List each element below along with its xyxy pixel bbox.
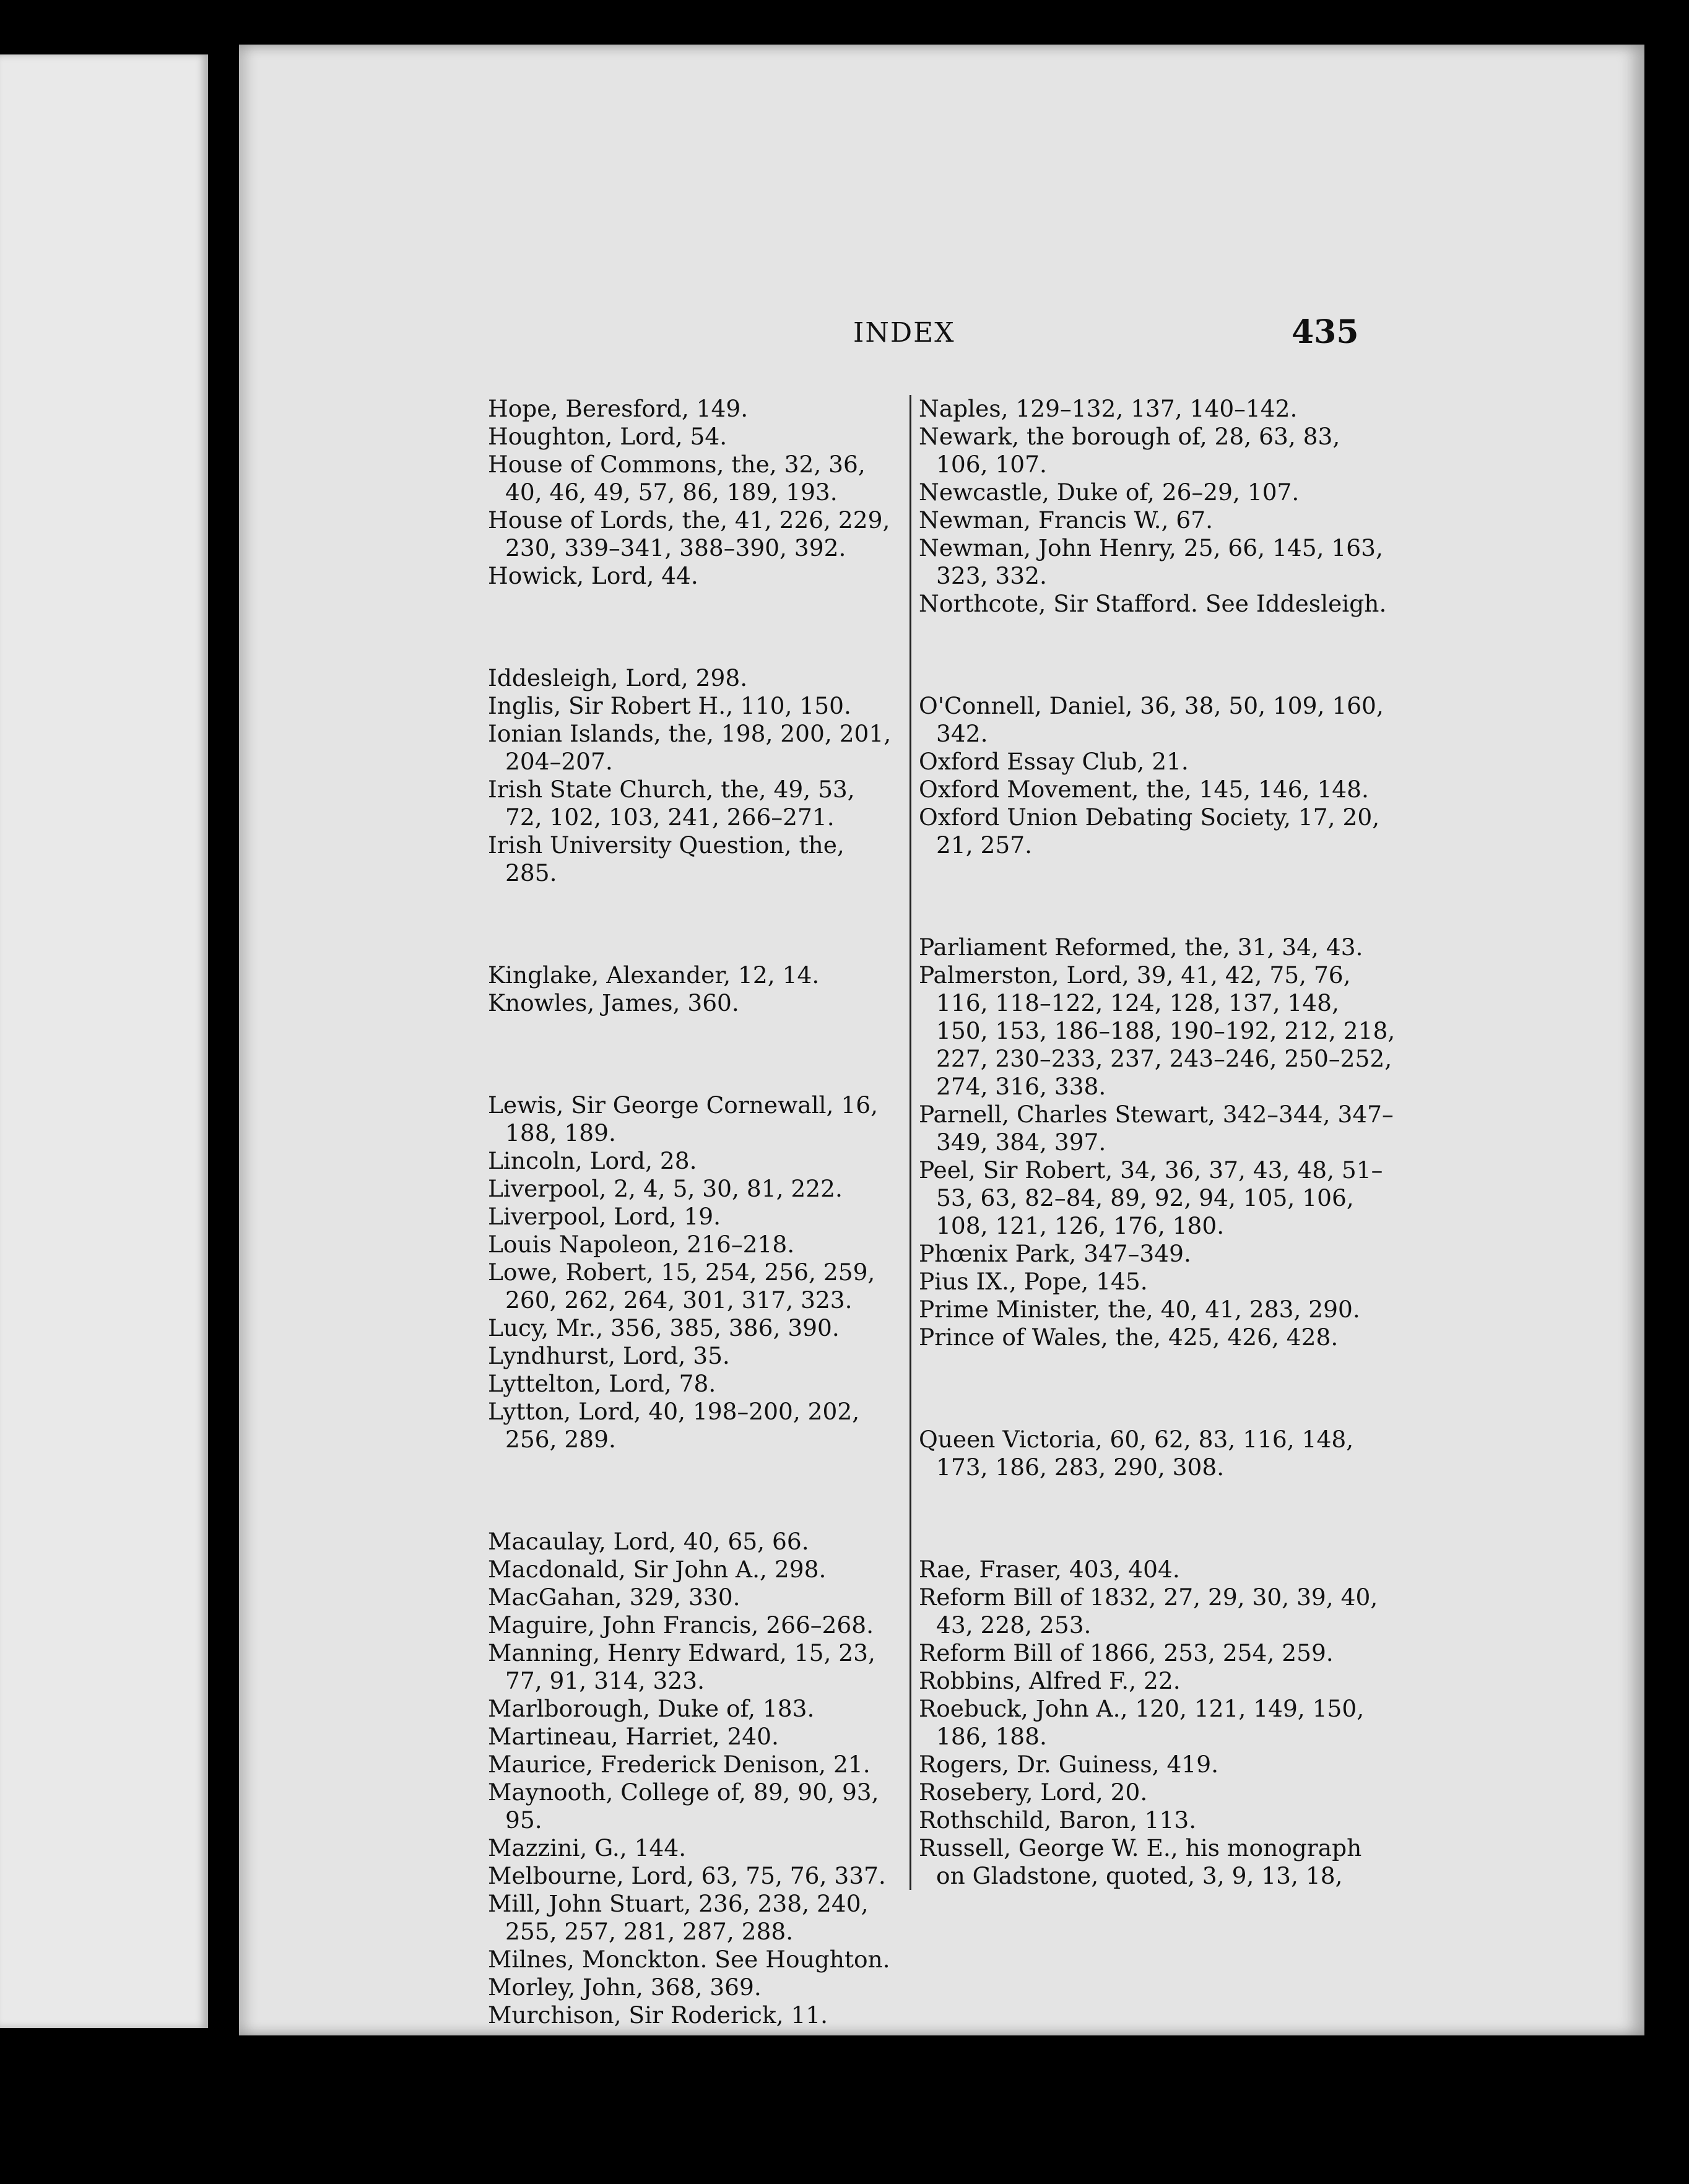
index-entry: House of Commons, the, 32, 36, 40, 46, 49, 57, 86, 189, 193. [488, 451, 866, 506]
index-entry: Melbourne, Lord, 63, 75, 76, 337. [488, 1862, 886, 1889]
index-entry: Irish University Question, the, 285. [488, 831, 844, 886]
index-entry: Rae, Fraser, 403, 404. [919, 1556, 1180, 1583]
index-entry: Marlborough, Duke of, 183. [488, 1695, 815, 1722]
index-entry: Rogers, Dr. Guiness, 419. [919, 1751, 1219, 1778]
index-entry: Newark, the borough of, 28, 63, 83, 106, 107. [919, 423, 1340, 478]
index-entry: Macaulay, Lord, 40, 65, 66. [488, 1528, 809, 1555]
index-entry: Prime Minister, the, 40, 41, 283, 290. [919, 1296, 1360, 1323]
index-entry: Palmerston, Lord, 39, 41, 42, 75, 76, 116, 118–122, 124, 128, 137, 148, 150, 153, 186–188, 190–192, 212, 218, 227, 230–233, 237, 243–246, 250–252, 274, 316, 338. [919, 961, 1396, 1100]
index-entry: Newman, John Henry, 25, 66, 145, 163, 323, 332. [919, 534, 1383, 589]
index-entry: Louis Napoleon, 216–218. [488, 1231, 795, 1258]
index-entry: Oxford Union Debating Society, 17, 20, 21, 257. [919, 804, 1380, 859]
index-entry: Maynooth, College of, 89, 90, 93, 95. [488, 1779, 879, 1834]
index-entry: Lytton, Lord, 40, 198–200, 202, 256, 289. [488, 1398, 860, 1453]
letter-group-gap [488, 1041, 895, 1068]
index-entry: Russell, George W. E., his monograph on Gladstone, quoted, 3, 9, 13, 18, [919, 1834, 1362, 1889]
index-entry: Rothschild, Baron, 113. [919, 1806, 1197, 1834]
index-entry: Naples, 129–132, 137, 140–142. [919, 395, 1298, 422]
index-entry: Northcote, Sir Stafford. See Iddesleigh. [919, 590, 1387, 617]
index-entry: Morley, John, 368, 369. [488, 1974, 762, 2001]
index-entry: Houghton, Lord, 54. [488, 423, 727, 450]
index-entry: Phœnix Park, 347–349. [919, 1240, 1191, 1267]
index-entry: Pius IX., Pope, 145. [919, 1268, 1148, 1295]
index-entry: Lyttelton, Lord, 78. [488, 1370, 716, 1397]
index-entry: Rosebery, Lord, 20. [919, 1779, 1148, 1806]
index-entry: Iddesleigh, Lord, 298. [488, 664, 748, 691]
index-entry: Oxford Essay Club, 21. [919, 748, 1189, 775]
index-entry: Kinglake, Alexander, 12, 14. [488, 961, 820, 989]
index-entry: Oxford Movement, the, 145, 146, 148. [919, 776, 1369, 803]
index-entry: Manning, Henry Edward, 15, 23, 77, 91, 314, 323. [488, 1639, 875, 1694]
facing-page [0, 54, 208, 2028]
page-header [239, 313, 1644, 360]
letter-group-gap [488, 613, 895, 641]
page-number: 435 [1292, 313, 1359, 351]
index-entry: Roebuck, John A., 120, 121, 149, 150, 186, 188. [919, 1695, 1365, 1750]
index-entry: House of Lords, the, 41, 226, 229, 230, 339–341, 388–390, 392. [488, 506, 890, 561]
letter-group-gap [488, 1477, 895, 1505]
index-entry: Liverpool, Lord, 19. [488, 1203, 721, 1230]
index-entry: Hope, Beresford, 149. [488, 395, 749, 422]
index-entry: Maurice, Frederick Denison, 21. [488, 1751, 871, 1778]
letter-group-gap [488, 911, 895, 938]
index-entry: Peel, Sir Robert, 34, 36, 37, 43, 48, 51–53, 63, 82–84, 89, 92, 94, 105, 106, 108, 121, 126, 176, 180. [919, 1156, 1383, 1239]
index-entry: Lowe, Robert, 15, 254, 256, 259, 260, 262, 264, 301, 317, 323. [488, 1259, 875, 1314]
letter-group-gap [919, 1505, 1396, 1533]
index-entry: Ionian Islands, the, 198, 200, 201, 204–207. [488, 720, 892, 775]
index-column-right [910, 395, 1396, 1890]
letter-group-gap [919, 641, 1396, 669]
index-entry: Newcastle, Duke of, 26–29, 107. [919, 479, 1300, 506]
index-entry: MacGahan, 329, 330. [488, 1584, 740, 1611]
running-title: INDEX [853, 317, 955, 349]
index-entry: Robbins, Alfred F., 22. [919, 1667, 1181, 1694]
index-entry: Parliament Reformed, the, 31, 34, 43. [919, 934, 1363, 961]
index-entry: O'Connell, Daniel, 36, 38, 50, 109, 160, 342. [919, 692, 1384, 747]
letter-group-gap [919, 1375, 1396, 1403]
index-entry: Prince of Wales, the, 425, 426, 428. [919, 1324, 1339, 1351]
index-entry: Liverpool, 2, 4, 5, 30, 81, 222. [488, 1175, 843, 1202]
letter-group-gap [919, 883, 1396, 911]
index-entry: Lyndhurst, Lord, 35. [488, 1342, 730, 1369]
index-column-left [488, 395, 895, 2029]
index-entry: Maguire, John Francis, 266–268. [488, 1611, 874, 1639]
index-entry: Lucy, Mr., 356, 385, 386, 390. [488, 1314, 840, 1341]
index-entry: Reform Bill of 1832, 27, 29, 30, 39, 40, 43, 228, 253. [919, 1584, 1378, 1639]
index-entry: Mazzini, G., 144. [488, 1834, 687, 1861]
index-entry: Queen Victoria, 60, 62, 83, 116, 148, 173, 186, 283, 290, 308. [919, 1426, 1354, 1481]
index-page [239, 45, 1644, 2035]
index-entry: Inglis, Sir Robert H., 110, 150. [488, 692, 851, 719]
index-entry: Reform Bill of 1866, 253, 254, 259. [919, 1639, 1334, 1666]
index-entry: Parnell, Charles Stewart, 342–344, 347–349, 384, 397. [919, 1101, 1394, 1156]
index-entry: Lincoln, Lord, 28. [488, 1147, 697, 1174]
index-entry: Murchison, Sir Roderick, 11. [488, 2001, 828, 2029]
index-entry: Howick, Lord, 44. [488, 562, 698, 589]
index-entry: Newman, Francis W., 67. [919, 506, 1214, 534]
index-entry: Irish State Church, the, 49, 53, 72, 102, 103, 241, 266–271. [488, 776, 855, 831]
index-entry: Knowles, James, 360. [488, 989, 739, 1016]
index-entry: Mill, John Stuart, 236, 238, 240, 255, 257, 281, 287, 288. [488, 1890, 869, 1945]
index-entry: Lewis, Sir George Cornewall, 16, 188, 189. [488, 1091, 879, 1146]
index-entry: Macdonald, Sir John A., 298. [488, 1556, 827, 1583]
index-entry: Martineau, Harriet, 240. [488, 1723, 779, 1750]
index-entry: Milnes, Monckton. See Houghton. [488, 1946, 890, 1973]
